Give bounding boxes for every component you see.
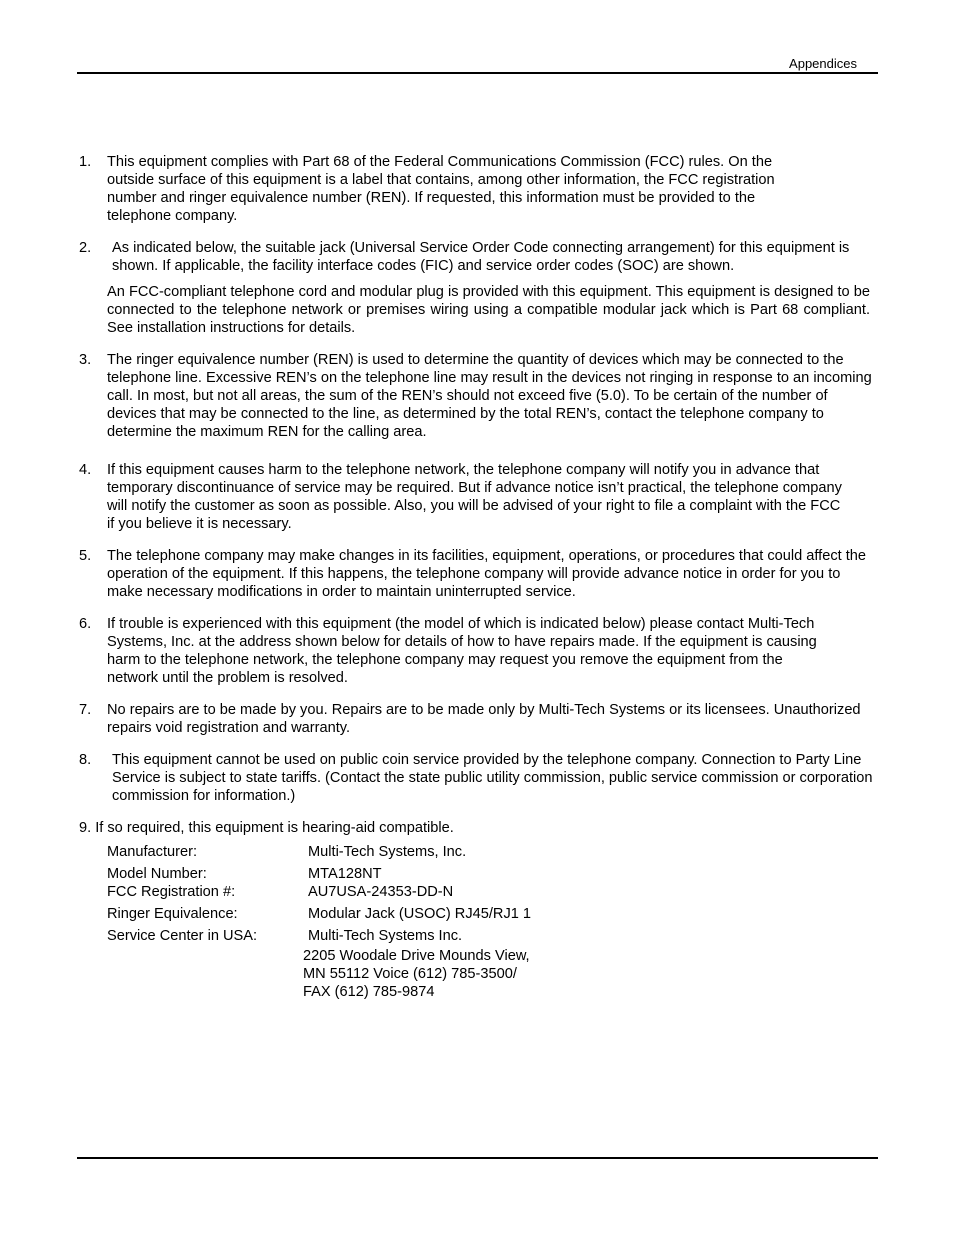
- service-center-address: 2205 Woodale Drive Mounds View, MN 55112 Voice (612) 785-3500/ FAX (612) 785-9874: [303, 948, 530, 1000]
- item-number: 2.: [79, 240, 92, 256]
- spec-row-manufacturer: [107, 843, 807, 861]
- spec-value: Multi-Tech Systems, Inc.: [308, 844, 467, 860]
- list-item: [79, 351, 879, 441]
- spec-value: Multi-Tech Systems Inc.: [308, 928, 463, 944]
- item-number: 3.: [79, 352, 92, 368]
- spec-row-service-center: [107, 927, 807, 945]
- spec-label: Service Center in USA:: [107, 928, 258, 944]
- spec-label: Manufacturer:: [107, 844, 198, 860]
- item-number: 4.: [79, 462, 92, 478]
- spec-row-fcc-registration: [107, 883, 807, 901]
- item-paragraph: This equipment cannot be used on public coin service provided by the telephone company. Connection to Party Line Service is subject to state tariffs. (Contact the state public utility commission, public service commission or corporation commission for information.): [112, 752, 873, 804]
- list-item: [79, 751, 879, 805]
- spec-value: MTA128NT: [308, 866, 382, 882]
- spec-value: Modular Jack (USOC) RJ45/RJ1 1: [308, 906, 532, 922]
- item-number: 6.: [79, 616, 92, 632]
- item-number: 7.: [79, 702, 92, 718]
- item-number: 8.: [79, 752, 92, 768]
- spec-label: Ringer Equivalence:: [107, 906, 238, 922]
- fcc-notice-list: [79, 153, 879, 1001]
- spec-row-model: [107, 865, 807, 883]
- item-paragraph: No repairs are to be made by you. Repairs are to be made only by Multi-Tech Systems or its licensees. Unauthorized repairs void registration and warranty.: [107, 702, 861, 736]
- item-hearing-aid: 9. If so required, this equipment is hearing-aid compatible.: [79, 820, 454, 836]
- spec-label: FCC Registration #:: [107, 884, 236, 900]
- list-item: [79, 615, 879, 687]
- list-item: [79, 547, 879, 601]
- header-rule: [77, 72, 878, 74]
- item-paragraph: An FCC-compliant telephone cord and modular plug is provided with this equipment. This equipment is designed to be connected to the telephone network or premises wiring using a compatible modular jack which is Part 68 compliant. See installation instructions for details.: [107, 284, 870, 336]
- spec-label: Model Number:: [107, 866, 207, 882]
- item-paragraph: The telephone company may make changes in its facilities, equipment, operations, or procedures that could affect the operation of the equipment. If this happens, the telephone company will provide advance notice in order for you to make necessary modifications in order to maintain uninterrupted service.: [107, 548, 867, 600]
- equipment-specs: [79, 843, 807, 1001]
- item-paragraph: If this equipment causes harm to the telephone network, the telephone company will notify you in advance that temporary discontinuance of service may be required. But if advance notice isn’t practical, the telephone company will notify the customer as soon as possible. Also, you will be advised of your right to file a complaint with the FCC if you believe it is necessary.: [107, 462, 842, 532]
- item-paragraph: This equipment complies with Part 68 of the Federal Communications Commission (FCC) rules. On the outside surface of this equipment is a label that contains, among other information, the FCC registration number and ringer equivalence number (REN). If requested, this information must be provided to the telephone company.: [107, 154, 775, 224]
- running-header: Appendices: [789, 56, 857, 71]
- footer-rule: [77, 1157, 878, 1159]
- item-number: 5.: [79, 548, 92, 564]
- spec-row-ringer: [107, 905, 807, 923]
- list-item: [79, 461, 879, 533]
- list-item: [79, 153, 879, 225]
- item-number: 1.: [79, 154, 92, 170]
- list-item: [79, 701, 879, 737]
- item-paragraph: If trouble is experienced with this equipment (the model of which is indicated below) please contact Multi-Tech Systems, Inc. at the address shown below for details of how to have repairs made. If the equipment is causing harm to the telephone network, the telephone company may request you remove the equipment from the network until the problem is resolved.: [107, 616, 817, 686]
- item-paragraph: The ringer equivalence number (REN) is used to determine the quantity of devices which may be connected to the telephone line. Excessive REN’s on the telephone line may result in the devices not ringing in response to an incoming call. In most, but not all areas, the sum of the REN’s should not exceed five (5.0). To be certain of the number of devices that may be connected to the line, as determined by the total REN’s, contact the telephone company to determine the maximum REN for the calling area.: [107, 352, 872, 440]
- item-paragraph: As indicated below, the suitable jack (Universal Service Order Code connecting arrangement) for this equipment is shown. If applicable, the facility interface codes (FIC) and service order codes (SOC) are shown.: [112, 240, 850, 274]
- list-item: [79, 239, 879, 337]
- spec-value: AU7USA-24353-DD-N: [308, 884, 454, 900]
